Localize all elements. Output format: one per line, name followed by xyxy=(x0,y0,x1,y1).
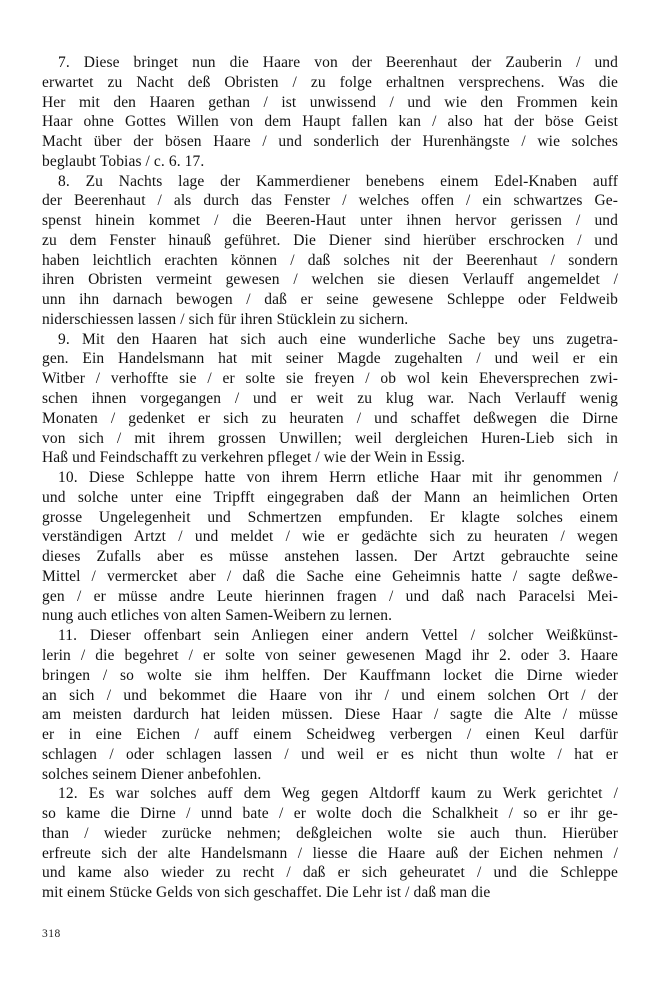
text-line: Witber / verhoffte sie / er solte sie freyen / ob wol kein Eheversprechen zwi- xyxy=(42,370,618,388)
text-line: er in eine Eichen / auff einem Scheidweg verbergen / einen Keul darfür xyxy=(42,726,618,744)
text-line: und solche unter eine Tripfft eingegraben daß der Mann an heimlichen Orten xyxy=(42,488,618,506)
text-line: bringen / so wolte sie ihm helffen. Der Kauffmann locket die Dirne wieder xyxy=(42,666,618,684)
text-line: 9. Mit den Haaren hat sich auch eine wunderliche Sache bey uns zugetra- xyxy=(58,330,618,348)
text-line: haben leichtlich erachten können / daß solches nit der Beerenhaut / sondern xyxy=(42,251,618,269)
text-line: nung auch etliches von alten Samen-Weibern zu lernen. xyxy=(42,607,393,625)
text-line: gen. Ein Handelsmann hat mit seiner Magde zugehalten / und weil er ein xyxy=(42,350,618,368)
text-line: spenst hinein kommet / die Beeren-Haut unter ihnen hervor gerissen / und xyxy=(42,212,618,230)
text-line: beglaubt Tobias / c. 6. 17. xyxy=(42,152,205,170)
text-line: erwartet zu Nacht deß Obristen / zu folge erhaltnen versprechens. Was die xyxy=(42,73,618,91)
text-line: der Beerenhaut / als durch das Fenster / welches offen / ein schwartzes Ge- xyxy=(42,192,618,210)
text-line: 10. Diese Schleppe hatte von ihrem Herrn etliche Haar mit ihr genommen / xyxy=(58,469,618,487)
text-line: ihren Obristen vermeint gewesen / welchen sie diesen Verlauff angemeldet / xyxy=(42,271,618,289)
text-line: schen ihnen vorgegangen / und er weit zu klug war. Nach Verlauff wenig xyxy=(42,390,618,408)
paragraph-8 xyxy=(42,172,618,330)
text-line: Mittel / vermercket aber / daß die Sache eine Geheimnis hatte / sagte deßwe- xyxy=(42,567,618,585)
text-line: von sich / mit ihrem grossen Unwillen; weil dergleichen Huren-Lieb sich in xyxy=(42,429,618,447)
text-line: 7. Diese bringet nun die Haare von der Beerenhaut der Zauberin / und xyxy=(58,54,618,71)
page-number: 318 xyxy=(42,928,61,940)
text-line: mit einem Stücke Gelds von sich geschaffet. Die Lehr ist / daß man die xyxy=(42,884,491,902)
text-line: zu dem Fenster hinauß geführet. Die Diener sind hierüber erschrocken / und xyxy=(42,231,618,249)
text-line: than / wieder zurücke nehmen; deßgleichen wolte sie auch thun. Hierüber xyxy=(42,824,618,842)
paragraph-12 xyxy=(42,784,618,903)
text-line: an sich / und bekommet die Haare von ihr / und einem solchen Ort / der xyxy=(42,686,618,704)
text-line: verständigen Artzt / und meldet / wie er gedächte sich zu heuraten / wegen xyxy=(42,528,618,546)
text-line: Haar ohne Gottes Willen von dem Haupt fallen kan / also hat der böse Geist xyxy=(42,113,618,131)
text-line: unn ihn darnach bewogen / daß er seine gewesene Schleppe oder Feldweib xyxy=(42,291,618,309)
text-line: 8. Zu Nachts lage der Kammerdiener benebens einem Edel-Knaben auff xyxy=(58,172,618,190)
text-line: 12. Es war solches auff dem Weg gegen Altdorff kaum zu Werk gerichtet / xyxy=(58,785,618,803)
text-line: solches seinem Diener anbefohlen. xyxy=(42,765,262,783)
text-line: erfreute sich der alte Handelsmann / liesse die Haare auß der Eichen nehmen / xyxy=(42,844,618,862)
paragraph-10 xyxy=(42,468,618,626)
text-line: 11. Dieser offenbart sein Anliegen einer andern Vettel / solcher Weißkünst- xyxy=(58,627,618,645)
text-line: Macht über der bösen Haare / und sonderlich der Hurenhängste / wie solches xyxy=(42,133,618,151)
text-line: und kame also wieder zu recht / daß er sich geheuratet / und die Schleppe xyxy=(42,864,618,882)
paragraph-11 xyxy=(42,626,618,784)
text-line: so kame die Dirne / unnd bate / er wolte doch die Schalkheit / so er ihr ge- xyxy=(42,805,618,823)
text-line: dieses Zufalls aber es müsse anstehen lassen. Der Artzt gebrauchte seine xyxy=(42,548,618,566)
text-line: lerin / die begehret / er solte von seiner gewesenen Magd ihr 2. oder 3. Haare xyxy=(42,646,618,664)
text-line: am meisten dardurch hat leiden müssen. Diese Haar / sagte die Alte / müsse xyxy=(42,706,618,724)
text-block xyxy=(42,53,618,903)
text-line: grosse Ungelegenheit und Schmertzen empfunden. Er klagte solches einem xyxy=(42,508,618,526)
text-line: Haß und Feindschafft zu verkehren pfleget / wie der Wein in Essig. xyxy=(42,449,466,467)
text-line: Monaten / gedenket er sich zu heuraten / und schaffet deßwegen die Dirne xyxy=(42,409,618,427)
text-line: gen / er müsse andre Leute hierinnen fragen / und daß nach Paracelsi Mei- xyxy=(42,587,618,605)
paragraph-7 xyxy=(42,53,618,172)
paragraph-9 xyxy=(42,330,618,468)
text-line: schlagen / oder schlagen lassen / und weil er es nicht thun wolte / hat er xyxy=(42,745,618,763)
text-line: Her mit den Haaren gethan / ist unwissend / und wie den Frommen kein xyxy=(42,93,618,111)
text-line: niderschiessen lassen / sich für ihren Stücklein zu sichern. xyxy=(42,310,409,328)
